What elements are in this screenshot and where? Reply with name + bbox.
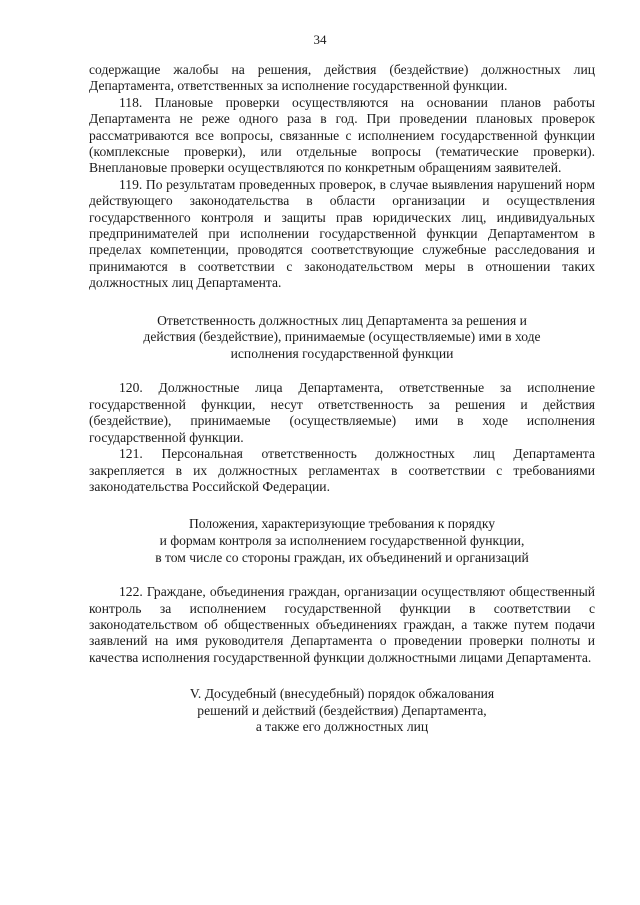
paragraph-122: 122. Граждане, объединения граждан, организации осуществляют общественный контроль за исполнением государственной функции в соответствии с законодательством об общественных объединениях граждан, а также путем подачи заявлений на имя руководителя Департамента о проведении проверки полноты и качества исполнения государственной функции должностными лицами Департамента. <box>89 584 595 665</box>
paragraph-119: 119. По результатам проведенных проверок, в случае выявления нарушений норм действующего законодательства в области организации и осуществления государственного контроля и защиты прав юридических лиц, индивидуальных предпринимателей при исполнении государственной функции Департаментом в пределах компетенции, проводятся соответствующие служебные расследования и принимаются в соответствии с законодательством меры в отношении таких должностных лиц Департамента. <box>89 176 595 291</box>
heading-line: и формам контроля за исполнением государственной функции, <box>159 532 525 548</box>
paragraph-121: 121. Персональная ответственность должностных лиц Департамента закрепляется в их должностных регламентах в соответствии с требованиями законодательства Российской Федерации. <box>89 446 595 494</box>
paragraph-continuation: содержащие жалобы на решения, действия (бездействие) должностных лиц Департамента, ответственных за исполнение государственной функции. <box>89 62 595 94</box>
heading-line: Положения, характеризующие требования к порядку <box>188 516 496 532</box>
heading-line: действия (бездействие), принимаемые (осуществляемые) ими в ходе <box>143 329 541 345</box>
paragraph-120: 120. Должностные лица Департамента, ответственные за исполнение государственной функции, несут ответственность за решения и действия (бездействие), принимаемые (осуществляемые) ими в ходе исполнения государственной функции. <box>89 380 595 445</box>
page-number: 34 <box>313 32 327 47</box>
heading-line: а также его должностных лиц <box>255 719 429 735</box>
heading-line: исполнения государственной функции <box>230 345 454 361</box>
heading-control <box>89 516 595 566</box>
heading-section-5 <box>89 686 595 736</box>
heading-line: V. Досудебный (внесудебный) порядок обжалования <box>189 686 495 702</box>
paragraph-118: 118. Плановые проверки осуществляются на основании планов работы Департамента не реже одного раза в год. При проведении плановых проверок рассматриваются все вопросы, связанные с исполнением государственной функции (комплексные проверки), или отдельные вопросы (тематические проверки). Внеплановые проверки осуществляются по конкретным обращениям заявителей. <box>89 94 595 176</box>
heading-line: решений и действий (бездействия) Департамента, <box>197 702 487 718</box>
heading-responsibility <box>89 313 595 363</box>
heading-line: в том числе со стороны граждан, их объединений и организаций <box>155 549 529 565</box>
heading-line: Ответственность должностных лиц Департамента за решения и <box>157 312 527 328</box>
document-body <box>89 62 595 736</box>
